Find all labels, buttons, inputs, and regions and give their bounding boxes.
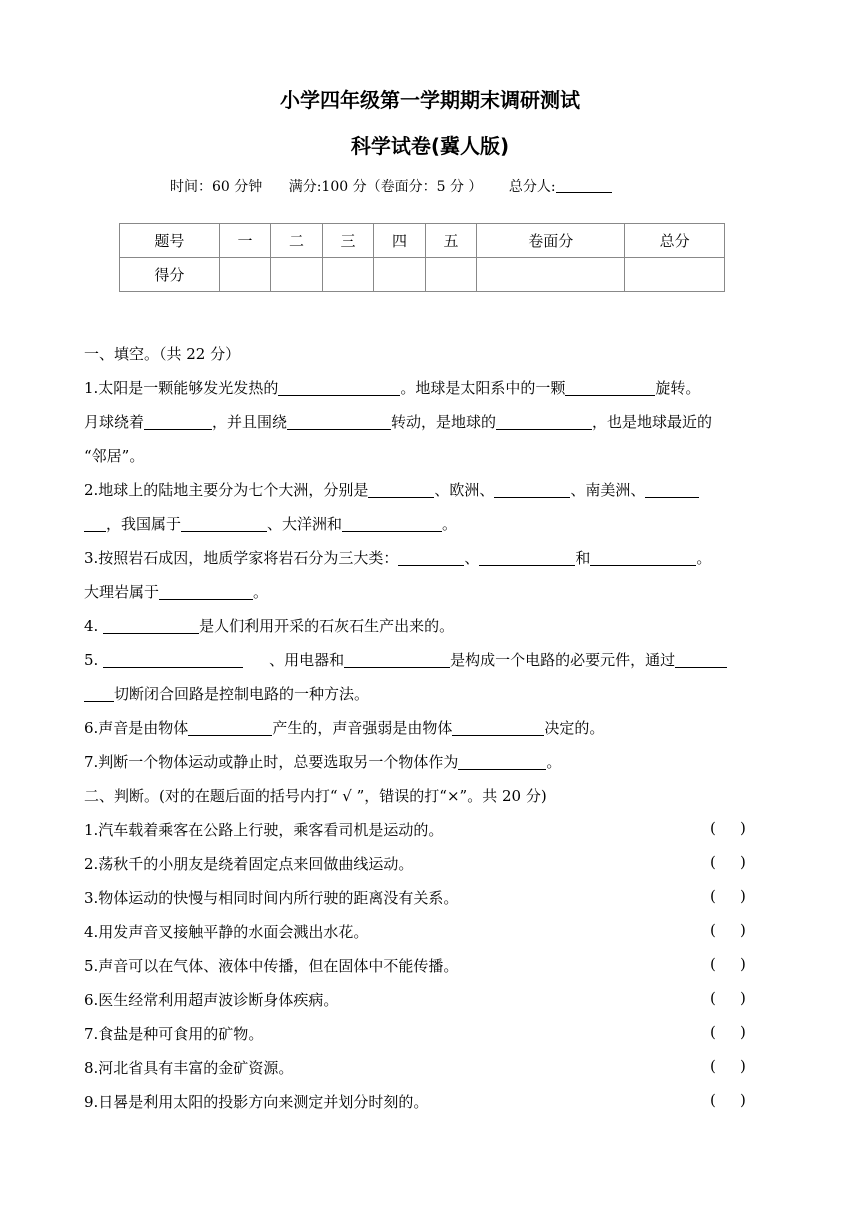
answer-blank[interactable] bbox=[103, 650, 243, 668]
score-header-cell: 五 bbox=[425, 224, 477, 258]
q2-text: ，我国属于 bbox=[106, 515, 182, 533]
q3-text: 。 bbox=[696, 549, 712, 567]
answer-blank[interactable] bbox=[144, 412, 212, 430]
paren-open: ( bbox=[710, 1057, 716, 1075]
answer-blank[interactable] bbox=[452, 718, 544, 736]
answer-blank[interactable] bbox=[188, 718, 272, 736]
answer-blank[interactable] bbox=[278, 378, 400, 396]
answer-parentheses[interactable] bbox=[710, 989, 770, 1007]
q2-text: 2.地球上的陆地主要分为七个大洲，分别是 bbox=[84, 481, 369, 499]
answer-blank[interactable] bbox=[103, 616, 199, 634]
q5-text: 切断闭合回路是控制电路的一种方法。 bbox=[114, 685, 370, 703]
answer-blank[interactable] bbox=[159, 582, 253, 600]
answer-blank[interactable] bbox=[344, 650, 450, 668]
answer-parentheses[interactable] bbox=[710, 1091, 770, 1109]
score-input-cell[interactable] bbox=[477, 258, 625, 292]
score-header-cell: 四 bbox=[374, 224, 426, 258]
score-header-cell: 二 bbox=[271, 224, 323, 258]
score-table-header-row bbox=[120, 224, 725, 258]
judge-item-6: 6.医生经常利用超声波诊断身体疾病。 bbox=[84, 991, 339, 1009]
q1-text: 1.太阳是一颗能够发光发热的 bbox=[84, 379, 279, 397]
q1-text: ，也是地球最近的 bbox=[592, 413, 713, 431]
answer-parentheses[interactable] bbox=[710, 853, 770, 871]
answer-blank[interactable] bbox=[590, 548, 696, 566]
q1-text: 。地球是太阳系中的一颗 bbox=[400, 379, 566, 397]
paren-open: ( bbox=[710, 887, 716, 905]
answer-blank[interactable] bbox=[398, 548, 464, 566]
answer-parentheses[interactable] bbox=[710, 955, 770, 973]
judge-item-1: 1.汽车载着乘客在公路上行驶，乘客看司机是运动的。 bbox=[84, 821, 444, 839]
section1-heading: 一、填空。（共 22 分） bbox=[84, 345, 241, 363]
q3-text: 和 bbox=[575, 549, 591, 567]
answer-blank[interactable] bbox=[565, 378, 655, 396]
answer-parentheses[interactable] bbox=[710, 1023, 770, 1041]
q7-text: 。 bbox=[546, 753, 562, 771]
question-3-line-1 bbox=[84, 547, 711, 568]
judge-item-4: 4.用发声音叉接触平静的水面会溅出水花。 bbox=[84, 923, 369, 941]
q6-text: 决定的。 bbox=[544, 719, 605, 737]
question-6 bbox=[84, 717, 604, 738]
answer-blank[interactable] bbox=[494, 480, 570, 498]
paren-open: ( bbox=[710, 955, 716, 973]
question-1-line-3: “邻居”。 bbox=[84, 447, 145, 465]
judge-item-5: 5.声音可以在气体、液体中传播，但在固体中不能传播。 bbox=[84, 957, 459, 975]
judge-item-2: 2.荡秋千的小朋友是绕着固定点来回做曲线运动。 bbox=[84, 855, 414, 873]
answer-parentheses[interactable] bbox=[710, 819, 770, 837]
question-7 bbox=[84, 751, 561, 772]
q3-text: 。 bbox=[253, 583, 269, 601]
answer-blank[interactable] bbox=[675, 650, 727, 668]
question-5-line-2 bbox=[84, 683, 369, 704]
q2-text: 、大洋洲和 bbox=[267, 515, 343, 533]
paren-close: ) bbox=[740, 887, 746, 905]
question-1-line-2 bbox=[84, 411, 712, 432]
q3-text: 3.按照岩石成因，地质学家将岩石分为三大类： bbox=[84, 549, 399, 567]
score-input-cell[interactable] bbox=[219, 258, 271, 292]
paren-open: ( bbox=[710, 819, 716, 837]
q2-text: 。 bbox=[442, 515, 458, 533]
score-input-cell[interactable] bbox=[625, 258, 725, 292]
paren-open: ( bbox=[710, 921, 716, 939]
full-score: 满分:100 分（卷面分：5 分 ） bbox=[288, 179, 483, 195]
question-2-line-1 bbox=[84, 479, 699, 500]
q7-text: 7.判断一个物体运动或静止时，总要选取另一个物体作为 bbox=[84, 753, 459, 771]
q2-text: 、欧洲、 bbox=[434, 481, 495, 499]
paren-close: ) bbox=[740, 921, 746, 939]
score-row-label: 得分 bbox=[120, 258, 220, 292]
score-input-cell[interactable] bbox=[374, 258, 426, 292]
q5-text: 、用电器和 bbox=[269, 651, 345, 669]
score-header-cell: 三 bbox=[322, 224, 374, 258]
q1-text: 月球绕着 bbox=[84, 413, 145, 431]
exam-subtitle: 科学试卷(冀人版) bbox=[350, 134, 510, 158]
q6-text: 产生的，声音强弱是由物体 bbox=[272, 719, 453, 737]
answer-blank[interactable] bbox=[287, 412, 391, 430]
exam-title: 小学四年级第一学期期末调研测试 bbox=[280, 88, 580, 112]
answer-blank[interactable] bbox=[342, 514, 442, 532]
score-input-cell[interactable] bbox=[322, 258, 374, 292]
paren-close: ) bbox=[740, 955, 746, 973]
answer-blank[interactable] bbox=[479, 548, 575, 566]
question-5-line-1 bbox=[84, 649, 727, 670]
q3-text: 大理岩属于 bbox=[84, 583, 160, 601]
paren-close: ) bbox=[740, 1057, 746, 1075]
paren-open: ( bbox=[710, 853, 716, 871]
answer-parentheses[interactable] bbox=[710, 1057, 770, 1075]
q5-text: 5. bbox=[84, 651, 104, 669]
answer-parentheses[interactable] bbox=[710, 887, 770, 905]
judge-item-9: 9.日晷是利用太阳的投影方向来测定并划分时刻的。 bbox=[84, 1093, 429, 1111]
exam-meta bbox=[170, 176, 612, 196]
time-limit: 时间：60 分钟 bbox=[170, 179, 263, 195]
answer-blank[interactable] bbox=[496, 412, 592, 430]
q4-text: 4. bbox=[84, 617, 104, 635]
paren-close: ) bbox=[740, 1023, 746, 1041]
paren-close: ) bbox=[740, 989, 746, 1007]
judge-item-7: 7.食盐是种可食用的矿物。 bbox=[84, 1025, 264, 1043]
question-1-line-1 bbox=[84, 377, 700, 398]
q3-text: 、 bbox=[464, 549, 480, 567]
score-header-cell: 题号 bbox=[120, 224, 220, 258]
question-2-line-2 bbox=[84, 513, 457, 534]
score-input-cell[interactable] bbox=[271, 258, 323, 292]
answer-parentheses[interactable] bbox=[710, 921, 770, 939]
answer-blank[interactable] bbox=[181, 514, 267, 532]
q1-text: 旋转。 bbox=[655, 379, 701, 397]
score-header-cell: 卷面分 bbox=[477, 224, 625, 258]
question-4 bbox=[84, 615, 454, 636]
answer-blank[interactable] bbox=[458, 752, 546, 770]
q1-text: ，并且围绕 bbox=[212, 413, 288, 431]
answer-blank[interactable] bbox=[84, 514, 106, 532]
score-header-cell: 总分 bbox=[625, 224, 725, 258]
total-scorer-blank[interactable] bbox=[556, 178, 612, 193]
q1-text: 转动，是地球的 bbox=[391, 413, 497, 431]
section2-heading: 二、判断。(对的在题后面的括号内打“ √ ”，错误的打“×”。共 20 分) bbox=[84, 787, 547, 805]
total-scorer-label: 总分人: bbox=[508, 179, 556, 195]
answer-blank[interactable] bbox=[84, 684, 114, 702]
q5-text: 是构成一个电路的必要元件，通过 bbox=[450, 651, 676, 669]
score-input-cell[interactable] bbox=[425, 258, 477, 292]
judge-item-8: 8.河北省具有丰富的金矿资源。 bbox=[84, 1059, 294, 1077]
q2-text: 、南美洲、 bbox=[570, 481, 646, 499]
score-header-cell: 一 bbox=[219, 224, 271, 258]
question-3-line-2 bbox=[84, 581, 268, 602]
score-table-score-row bbox=[120, 258, 725, 292]
q4-text: 是人们利用开采的石灰石生产出来的。 bbox=[199, 617, 455, 635]
paren-close: ) bbox=[740, 819, 746, 837]
paren-open: ( bbox=[710, 989, 716, 1007]
paren-open: ( bbox=[710, 1091, 716, 1109]
answer-blank[interactable] bbox=[368, 480, 434, 498]
q6-text: 6.声音是由物体 bbox=[84, 719, 189, 737]
paren-open: ( bbox=[710, 1023, 716, 1041]
score-table bbox=[119, 223, 725, 292]
paren-close: ) bbox=[740, 853, 746, 871]
paren-close: ) bbox=[740, 1091, 746, 1109]
judge-item-3: 3.物体运动的快慢与相同时间内所行驶的距离没有关系。 bbox=[84, 889, 459, 907]
answer-blank[interactable] bbox=[645, 480, 699, 498]
